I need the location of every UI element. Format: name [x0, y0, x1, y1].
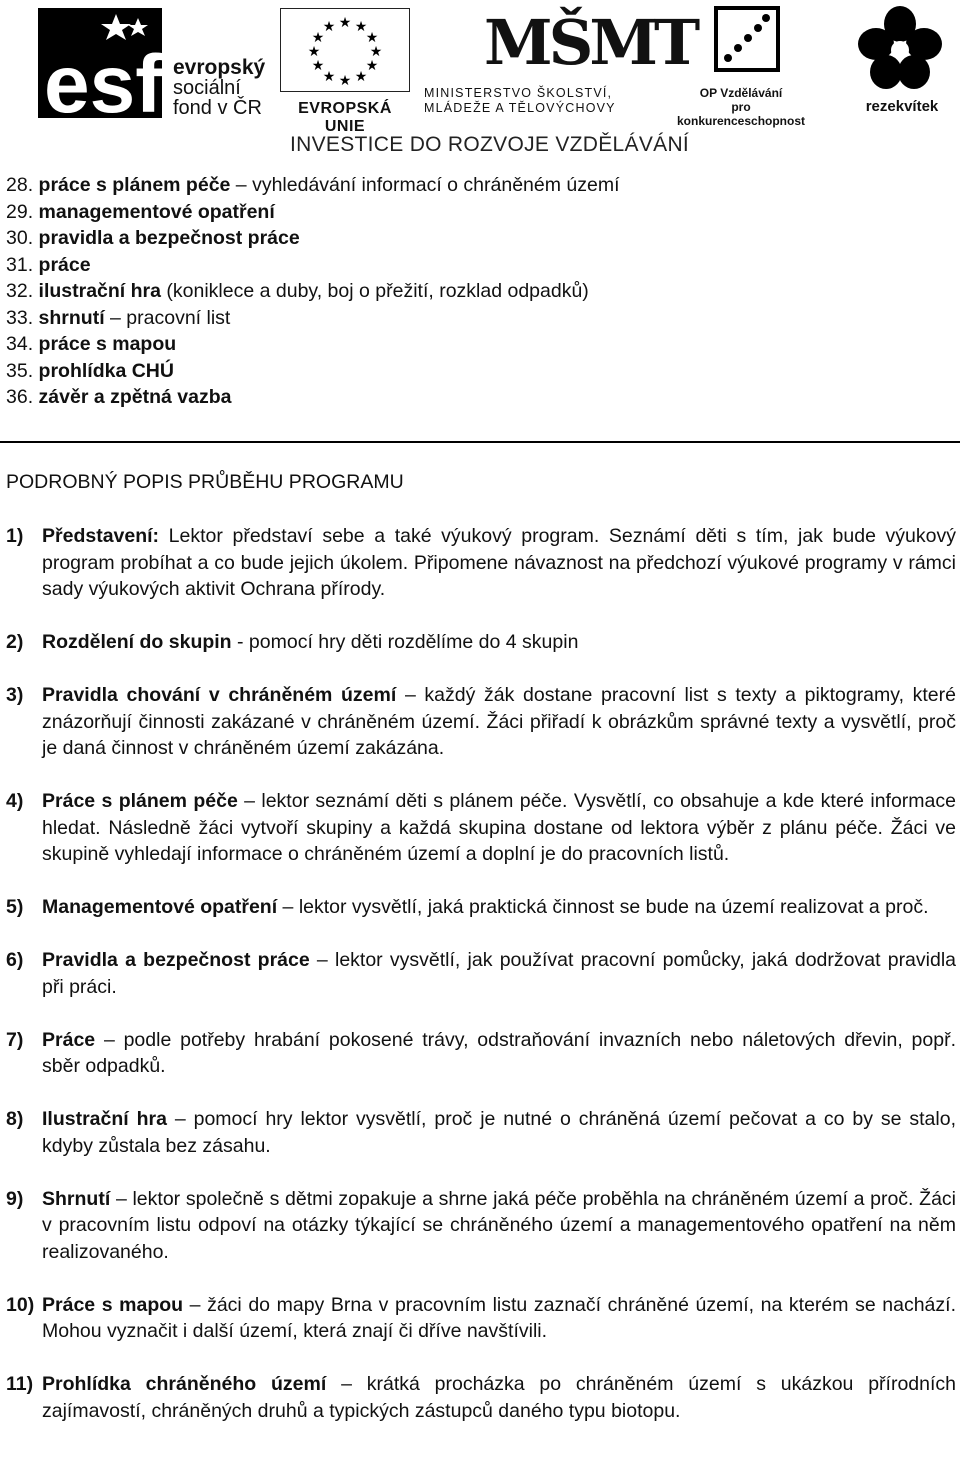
esf-line3: fond v ČR: [173, 97, 262, 119]
svg-text:★: ★: [365, 30, 379, 46]
op-line1: OP Vzdělávání: [699, 86, 783, 100]
section-title: PODROBNÝ POPIS PRŮBĚHU PROGRAMU: [6, 471, 404, 493]
short-list-number: 31.: [6, 253, 34, 276]
step-number: 5): [6, 896, 24, 918]
op-mark-icon: [714, 6, 780, 72]
esf-mark-icon: [38, 8, 162, 118]
step-number: 7): [6, 1028, 24, 1051]
short-list-title: práce s plánem péče: [38, 174, 231, 196]
rezekvitek-label: rezekvítek: [865, 98, 939, 115]
svg-text:★: ★: [338, 15, 352, 31]
step-description: – krátká procházka po chráněném území s ukázkou přírodních zajímavostí, chráněných druhů a typických zástupců daného typu biotopu.: [42, 1373, 956, 1422]
step-number: 3): [6, 684, 24, 706]
short-list-title: prohlídka CHÚ: [38, 359, 174, 382]
program-step: [6, 947, 956, 1000]
short-list-item: [6, 278, 956, 305]
step-number: 6): [6, 949, 24, 971]
esf-logo: [38, 8, 268, 120]
svg-text:★: ★: [338, 73, 352, 89]
short-list-title: managementové opatření: [38, 200, 275, 223]
step-description: – lektor vysvětlí, jaká praktická činnost se bude na území realizovat a proč.: [277, 896, 929, 918]
msmt-mark-icon: MŠMT: [484, 6, 697, 79]
divider-line: [0, 441, 960, 443]
step-title: Shrnutí: [42, 1187, 111, 1210]
eu-stars-icon: [280, 8, 410, 92]
step-description: Lektor představí sebe a také výukový program. Seznámí děti s tím, jak bude výukový program probíhat a co bude jejich úkolem. Připomene návaznost na předchozí výukové programy v rámci sady výukových aktivit Ochrana přírody.: [42, 525, 956, 600]
program-step: [6, 1106, 956, 1159]
step-title: Prohlídka chráněného území: [42, 1373, 327, 1395]
step-title: Rozdělení do skupin: [42, 631, 232, 653]
svg-text:★: ★: [354, 19, 368, 35]
svg-text:★: ★: [322, 69, 336, 85]
step-description: – podle potřeby hrabání pokosené trávy, odstraňování invazních nebo náletových dřevin, popř. sběr odpadků.: [42, 1028, 956, 1077]
step-number: 8): [6, 1108, 24, 1130]
short-list-number: 28.: [6, 174, 34, 196]
step-description: – lektor vysvětlí, jak používat pracovní pomůcky, jaká dodržovat pravidla při práci.: [42, 949, 957, 998]
step-description: – každý žák dostane pracovní list s texty a piktogramy, které znázorňují činnosti zakázané v chráněném území. Žáci přiřadí k obrázkům správné texty a vysvětlí, proč je daná činnost v chráněném území zakázána.: [42, 684, 956, 759]
program-description-list: [6, 523, 956, 1451]
svg-text:★: ★: [354, 69, 368, 85]
short-list-number: 33.: [6, 306, 34, 329]
step-title: Práce: [42, 1028, 96, 1051]
msmt-line1: MINISTERSTVO ŠKOLSTVÍ,: [424, 86, 613, 100]
step-title: Práce s plánem péče: [42, 790, 238, 812]
step-title: Managementové opatření: [42, 896, 278, 918]
short-list-title: práce s mapou: [38, 333, 177, 355]
step-title: Pravidla chování v chráněném území: [42, 684, 397, 706]
short-list-number: 35.: [6, 359, 34, 382]
short-list-detail: (koniklece a duby, boj o přežití, rozklad odpadků): [161, 280, 589, 302]
short-list-number: 32.: [6, 280, 34, 302]
svg-text:★: ★: [311, 30, 325, 46]
program-step: [6, 629, 956, 656]
step-title: Pravidla a bezpečnost práce: [42, 949, 310, 971]
short-list-item: [6, 252, 956, 279]
step-description: – lektor seznámí děti s plánem péče. Vysvětlí, co obsahuje a kde které informace hledat. Následně žáci vytvoří skupiny a každá skupina dostane od lektora výběr z plánu péče. Žáci ve skupině vyhledají informace o chráněném území a doplní je do pracovních listů.: [42, 790, 956, 865]
program-step: [6, 682, 956, 762]
step-number: 1): [6, 525, 24, 547]
program-step: [6, 788, 956, 868]
short-list-detail: – vyhledávání informací o chráněném území: [230, 174, 620, 196]
svg-text:esf: esf: [44, 39, 162, 118]
header-logos: [0, 0, 960, 135]
program-step: [6, 1292, 956, 1345]
activity-short-list: [6, 172, 956, 411]
op-line2: pro konkurenceschopnost: [676, 100, 806, 128]
step-description: - pomocí hry děti rozdělíme do 4 skupin: [231, 631, 579, 653]
short-list-item: [6, 358, 956, 385]
short-list-number: 36.: [6, 386, 34, 408]
short-list-item: [6, 225, 956, 252]
step-description: – lektor společně s dětmi zopakuje a shrne jaká péče proběhla na chráněném území a proč. Žáci v pracovním listu odpoví na otázky týkající se chráněného území a managementového opatření na něm realizovaného.: [42, 1187, 956, 1263]
flower-icon: [858, 6, 942, 90]
step-description: – pomocí hry lektor vysvětlí, proč je nutné o chráněná území pečovat a co by se stalo, kdyby zůstala bez zásahu.: [42, 1108, 956, 1157]
step-number: 11): [6, 1373, 34, 1395]
program-step: [6, 1186, 956, 1266]
esf-line2: sociální: [173, 77, 241, 99]
program-step: [6, 894, 956, 921]
svg-text:★: ★: [322, 19, 336, 35]
rezekvitek-logo: [850, 6, 954, 120]
short-list-detail: – pracovní list: [104, 306, 231, 329]
program-step: [6, 1371, 956, 1424]
step-number: 2): [6, 631, 24, 653]
short-list-title: práce: [38, 253, 91, 276]
short-list-title: závěr a zpětná vazba: [38, 386, 232, 408]
short-list-title: ilustrační hra: [38, 280, 161, 302]
step-description: – žáci do mapy Brna v pracovním listu zaznačí chráněné území, na kterém se nachází. Mohou vyznačit i další území, která znají či dříve navštívili.: [42, 1293, 956, 1342]
step-number: 4): [6, 790, 24, 812]
msmt-line2: MLÁDEŽE A TĚLOVÝCHOVY: [424, 101, 616, 115]
eu-logo: [280, 8, 410, 135]
short-list-item: [6, 331, 956, 358]
short-list-item: [6, 384, 956, 411]
step-number: 9): [6, 1187, 24, 1210]
short-list-item: [6, 172, 956, 199]
svg-text:★: ★: [365, 58, 379, 74]
msmt-logo: [424, 6, 697, 120]
program-step: [6, 523, 956, 603]
step-title: Představení:: [42, 525, 160, 547]
short-list-number: 30.: [6, 227, 34, 249]
svg-text:★: ★: [307, 44, 321, 60]
short-list-number: 29.: [6, 200, 34, 223]
program-step: [6, 1027, 956, 1080]
banner-investice: INVESTICE DO ROZVOJE VZDĚLÁVÁNÍ: [290, 133, 690, 156]
short-list-item: [6, 305, 956, 332]
svg-text:★: ★: [311, 58, 325, 74]
short-list-title: shrnutí: [38, 306, 105, 329]
step-title: Ilustrační hra: [42, 1108, 167, 1130]
eu-label: EVROPSKÁ UNIE: [298, 100, 392, 135]
short-list-number: 34.: [6, 333, 34, 355]
step-number: 10): [6, 1293, 35, 1316]
short-list-item: [6, 199, 956, 226]
op-logo: [666, 6, 816, 128]
short-list-title: pravidla a bezpečnost práce: [38, 227, 300, 249]
esf-line1: evropský: [173, 56, 266, 79]
step-title: Práce s mapou: [42, 1293, 184, 1316]
svg-text:★: ★: [369, 44, 383, 60]
